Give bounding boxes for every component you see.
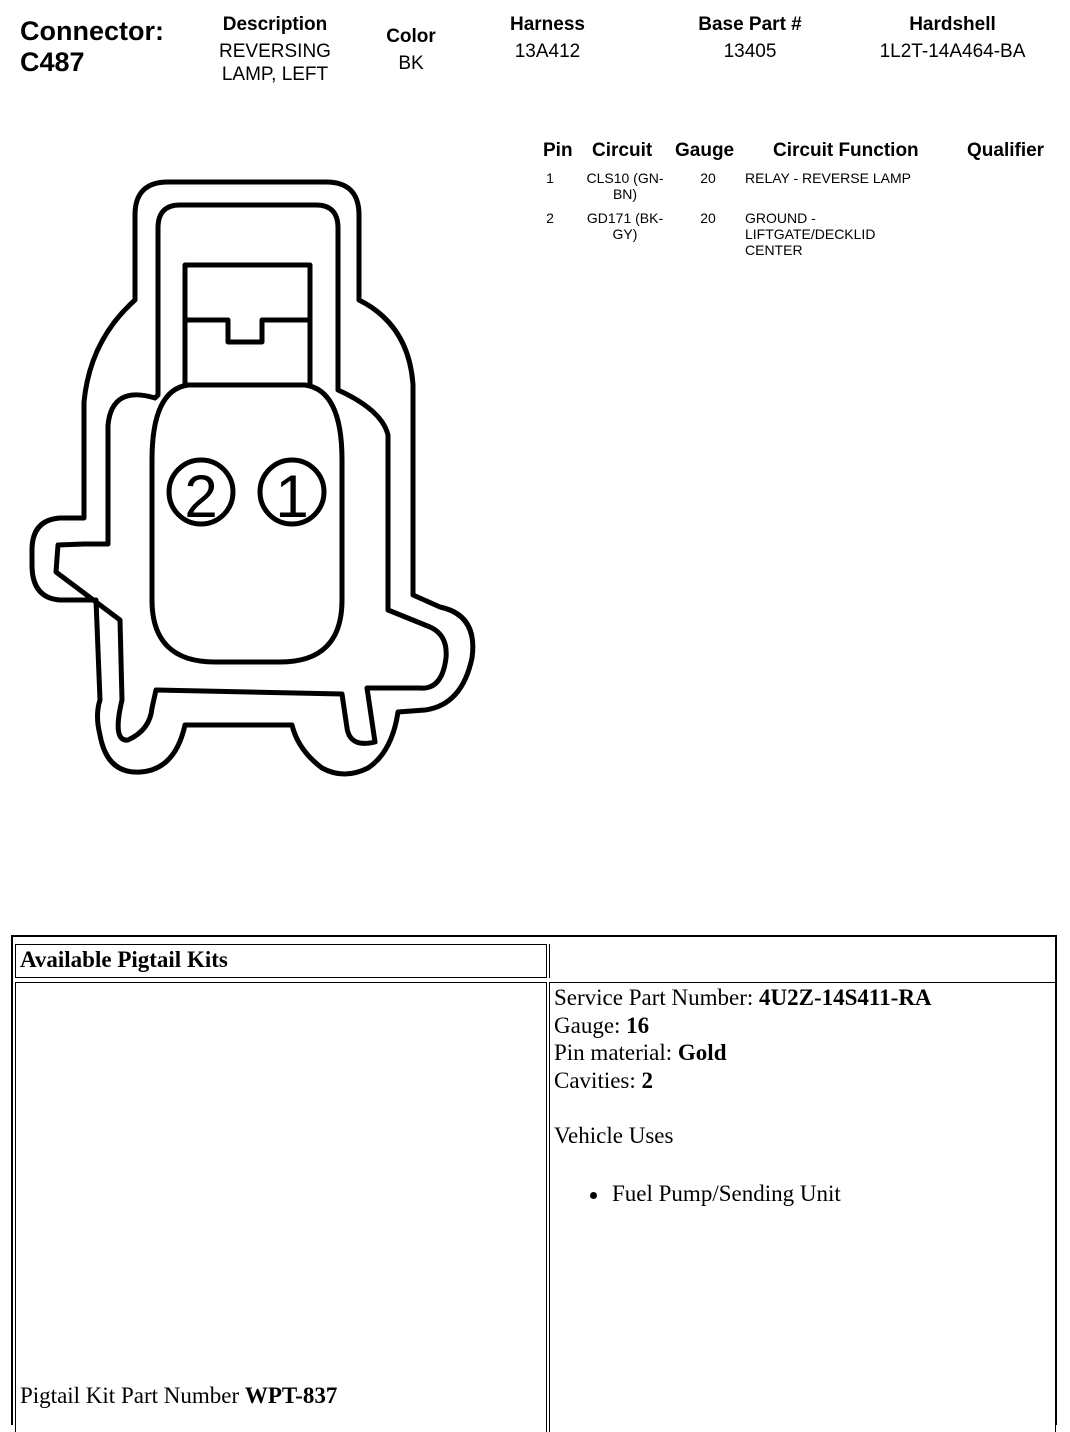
cavities-line <box>554 1068 653 1094</box>
function-cell <box>745 170 945 186</box>
vehicle-use-item <box>590 1181 841 1207</box>
pin-material-line <box>554 1040 727 1066</box>
description-line: REVERSING <box>219 41 331 62</box>
harness-header: Harness <box>510 14 585 35</box>
hardshell-column <box>860 14 1045 63</box>
kit-part-value: WPT-837 <box>244 1383 338 1408</box>
hardshell-header: Hardshell <box>909 14 996 35</box>
pin-material-label: Pin material: <box>554 1040 678 1065</box>
gauge-label: Gauge: <box>554 1013 627 1038</box>
pigtail-details-cell <box>549 982 1056 1432</box>
gauge-line <box>554 1013 649 1039</box>
circuit-line: GD171 (BK- <box>586 210 664 226</box>
service-part-label: Service Part Number: <box>554 985 760 1010</box>
harness-column <box>485 14 610 63</box>
circuit-line: GY) <box>612 226 638 242</box>
connector-label: Connector: <box>20 16 164 46</box>
cavity-label: 2 <box>184 463 218 530</box>
latch-outline <box>185 265 310 385</box>
connector-title <box>20 16 164 78</box>
gauge-column-header: Gauge <box>675 140 735 161</box>
circuit-cell <box>580 210 670 242</box>
pin-row <box>535 170 1060 206</box>
pigtail-heading-spacer <box>549 944 1058 978</box>
description-header: Description <box>222 14 328 35</box>
pigtail-heading-cell <box>15 944 547 978</box>
gauge-cell: 20 <box>700 170 716 186</box>
pin-number: 1 <box>546 170 554 186</box>
pin-material-value: Gold <box>677 1040 727 1065</box>
pin-row <box>535 210 1060 262</box>
function-cell <box>745 210 945 258</box>
base-part-header: Base Part # <box>698 14 802 35</box>
vehicle-use-text: Fuel Pump/Sending Unit <box>612 1181 841 1206</box>
pigtail-kit-cell <box>15 982 547 1432</box>
service-part-value: 4U2Z-14S411-RA <box>759 985 932 1010</box>
function-line: CENTER <box>745 242 803 258</box>
pin-number: 2 <box>546 210 554 226</box>
circuit-cell <box>580 170 670 202</box>
connector-face-drawing <box>20 170 490 790</box>
circuit-line: CLS10 (GN- <box>586 170 664 186</box>
vehicle-uses-list <box>590 1181 841 1207</box>
circuit-column-header: Circuit <box>592 140 653 161</box>
harness-value: 13A412 <box>514 41 581 62</box>
pigtail-heading: Available Pigtail Kits <box>20 947 228 972</box>
vehicle-uses-label: Vehicle Uses <box>554 1123 674 1148</box>
kit-part-label: Pigtail Kit Part Number <box>20 1383 245 1408</box>
color-header: Color <box>386 26 436 47</box>
function-column-header: Circuit Function <box>773 140 919 161</box>
hardshell-value: 1L2T-14A464-BA <box>879 41 1026 62</box>
description-line: LAMP, LEFT <box>221 64 329 85</box>
description-value <box>195 40 355 86</box>
cavity-label: 1 <box>275 463 309 530</box>
function-line: GROUND - <box>745 210 816 226</box>
pin-column-header: Pin <box>543 140 573 161</box>
gauge-cell: 20 <box>700 210 716 226</box>
function-line: LIFTGATE/DECKLID <box>745 226 876 242</box>
housing-outer-outline <box>32 182 473 774</box>
pigtail-kit-part-line <box>20 1383 337 1409</box>
pin-face-outline <box>152 385 342 662</box>
latch-notch <box>185 320 310 342</box>
cavities-value: 2 <box>641 1068 654 1093</box>
function-line: RELAY - REVERSE LAMP <box>745 170 911 186</box>
service-part-line <box>554 985 932 1011</box>
bullet-icon <box>590 1192 597 1199</box>
circuit-line: BN) <box>612 186 638 202</box>
cavities-label: Cavities: <box>554 1068 642 1093</box>
base-part-column <box>680 14 820 63</box>
connector-id: C487 <box>20 47 85 77</box>
base-part-value: 13405 <box>723 41 777 62</box>
qualifier-column-header: Qualifier <box>967 140 1045 161</box>
description-column <box>195 14 355 86</box>
gauge-value: 16 <box>626 1013 650 1038</box>
color-column <box>370 26 452 75</box>
color-value: BK <box>398 53 424 74</box>
